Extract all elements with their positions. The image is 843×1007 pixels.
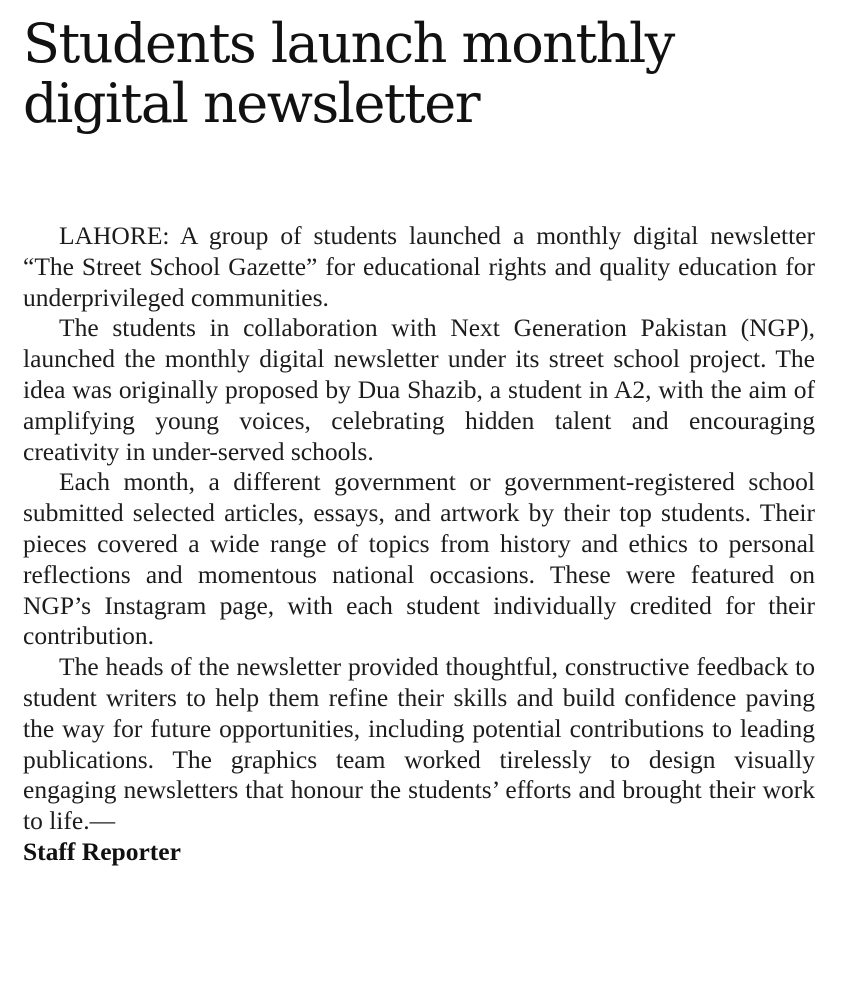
headline: Students launch monthly digital newsletter bbox=[23, 12, 674, 135]
paragraph-collaboration: The students in collaboration with Next Generation Pakistan (NGP), launched the monthly digital newsletter under its street school project. The idea was originally proposed by Dua Shazib, a student in A2, with the aim of amplifying young voices, celebrating hidden talent and encouraging creativity in under-served schools. bbox=[23, 313, 815, 466]
byline: Staff Reporter bbox=[23, 836, 181, 866]
paragraph-feedback: The heads of the newsletter provided thoughtful, constructive feedback to student writers to help them refine their skills and build confidence paving the way for future opportunities, including potential contributions to leading publications. The graphics team worked tirelessly to design visually engaging newsletters that honour the students’ efforts and brought their work to life.— bbox=[23, 652, 815, 836]
article-body bbox=[23, 221, 815, 868]
paragraph-submissions: Each month, a different government or government-registered school submitted selected articles, essays, and artwork by their top students. Their pieces covered a wide range of topics from history and ethics to personal reflections and momentous national occasions. These were featured on NGP’s Instagram page, with each student individually credited for their contribution. bbox=[23, 467, 815, 651]
paragraph-dateline: LAHORE: A group of students launched a monthly digital newsletter “The Street School Gazette” for educational rights and quality education for underprivileged communities. bbox=[23, 221, 815, 312]
news-article bbox=[23, 14, 815, 868]
